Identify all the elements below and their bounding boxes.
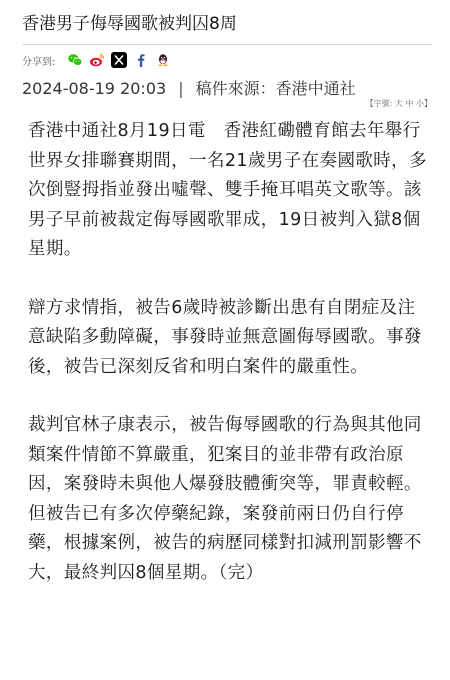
facebook-icon[interactable] [133,52,149,68]
qq-icon[interactable] [155,52,171,68]
font-size-bracket-close: 】 [424,99,432,108]
title-divider [22,44,432,45]
meta-separator: | [178,79,184,98]
article-paragraph: 辯方求情指，被告6歲時被診斷出患有自閉症及注意缺陷多動障礙，事發時並無意圖侮辱國歌。事發後，被告已深刻反省和明白案件的嚴重性。 [28,297,422,377]
font-size-label: 字號: [373,99,393,108]
article-paragraph: 裁判官林子康表示，被告侮辱國歌的行為與其他同類案件情節不算嚴重，犯案目的並非帶有政治原因，案發時未與他人爆發肢體衝突等，罪責較輕。但被告已有多次停藥紀錄，案發前兩日仍自行停藥，根據案例，被告的病歷同樣對扣減刑罰影響不大，最終判囚8個星期。（完） [28,415,422,583]
publish-date: 2024-08-19 20:03 [22,79,167,98]
article-body [28,117,433,588]
font-size-controls [366,99,432,109]
article-meta [22,78,440,100]
font-size-small-button[interactable]: 小 [416,99,424,108]
wechat-icon[interactable] [67,52,83,68]
font-size-large-button[interactable]: 大 [394,99,403,108]
share-label: 分享到: [22,56,56,68]
font-size-bracket-open: 【 [365,99,374,108]
article-title: 香港男子侮辱國歌被判囚8周 [22,14,237,34]
share-bar [22,50,171,70]
article-paragraph: 香港中通社8月19日電 香港紅磡體育館去年舉行世界女排聯賽期間，一名21歲男子在奏國歌時，多次倒豎拇指並發出噓聲、雙手掩耳唱英文歌等。該男子早前被裁定侮辱國歌罪成，19日被判入獄8個星期。 [28,121,427,259]
article-source: 稿件來源：香港中通社 [195,79,356,98]
x-icon[interactable] [111,52,127,68]
font-size-medium-button[interactable]: 中 [405,99,414,108]
weibo-icon[interactable] [89,52,105,68]
